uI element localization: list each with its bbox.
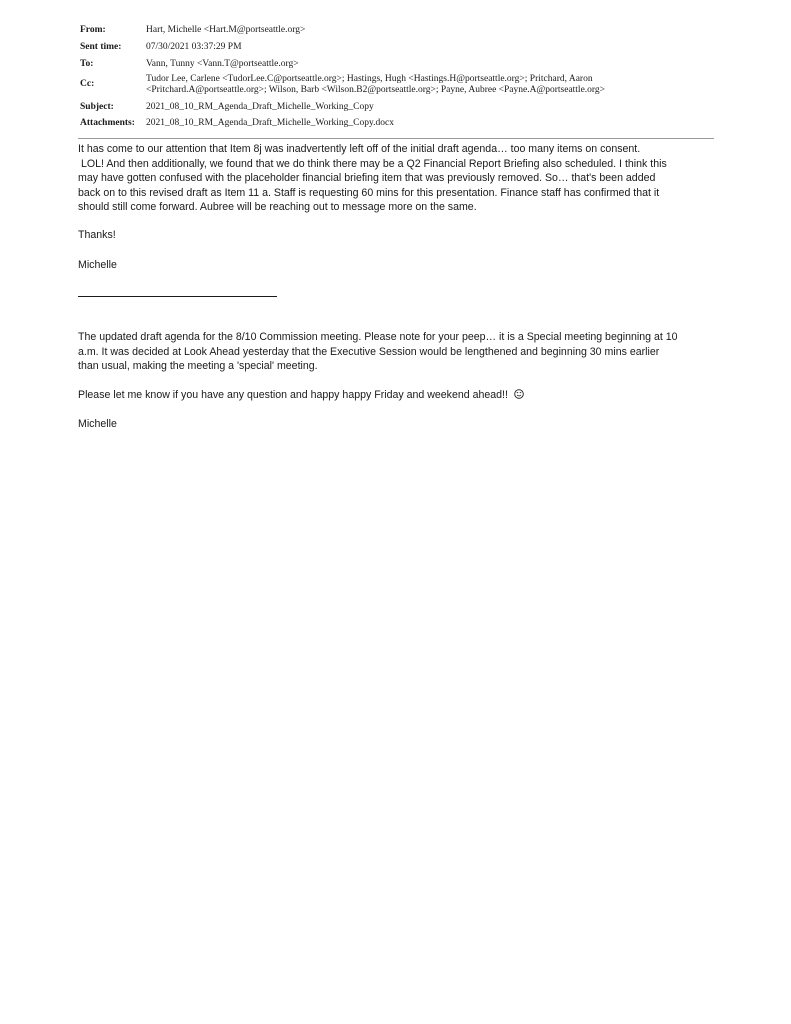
to-value: Vann, Tunny <Vann.T@portseattle.org> <box>146 59 299 69</box>
paragraph-1-line: LOL! And then additionally, we found that we do think there may be a Q2 Financial Report Briefing also scheduled. I think this <box>81 157 667 170</box>
paragraph-3 <box>78 388 718 403</box>
attachments-row <box>80 118 713 132</box>
subject-label: Subject: <box>80 102 114 112</box>
paragraph-1-line: may have gotten confused with the placeholder financial briefing item that was previously removed. So… that's been added <box>78 172 656 185</box>
sent-time-label: Sent time: <box>80 42 122 52</box>
sent-time-row <box>80 42 713 59</box>
sent-time-value: 07/30/2021 03:37:29 PM <box>146 42 242 52</box>
paragraph-1-line: back on to this revised draft as Item 11 a. Staff is requesting 60 mins for this presentation. Finance staff has confirmed that it <box>78 186 660 199</box>
paragraph-1-line: It has come to our attention that Item 8j was inadvertently left off of the initial draft agenda… too many items on consent. <box>78 143 641 155</box>
paragraph-1-line: should still come forward. Aubree will be reaching out to message more on the same. <box>78 201 477 214</box>
cc-line-1: Tudor Lee, Carlene <TudorLee.C@portseattle.org>; Hastings, Hugh <Hastings.H@portseattle.org>; Pritchard, Aaron <box>146 74 593 84</box>
from-label: From: <box>80 25 106 35</box>
paragraph-3-text: Please let me know if you have any question and happy happy Friday and weekend ahead!! <box>78 389 508 401</box>
signature-2: Michelle <box>78 418 117 430</box>
subject-row <box>80 102 713 118</box>
cc-line-2: <Pritchard.A@portseattle.org>; Wilson, Barb <Wilson.B2@portseattle.org>; Payne, Aubree <Payne.A@portseattle.org> <box>146 85 606 95</box>
cc-label: Cc: <box>80 79 95 89</box>
to-row <box>80 59 713 74</box>
cc-value <box>146 74 713 96</box>
winking-smiley-icon <box>514 389 524 399</box>
cc-row <box>80 74 713 102</box>
paragraph-2-line: a.m. It was decided at Look Ahead yesterday that the Executive Session would be lengthened and beginning 30 mins earlier <box>78 345 660 358</box>
email-header <box>80 25 713 132</box>
from-row <box>80 25 713 42</box>
subject-value: 2021_08_10_RM_Agenda_Draft_Michelle_Working_Copy <box>146 102 374 112</box>
paragraph-2 <box>78 330 718 374</box>
to-label: To: <box>80 59 94 69</box>
attachments-label: Attachments: <box>80 118 135 128</box>
paragraph-1 <box>78 142 718 215</box>
paragraph-2-line: The updated draft agenda for the 8/10 Commission meeting. Please note for your peep… it is a Special meeting beginning at 10 <box>78 331 678 343</box>
header-divider <box>78 138 714 139</box>
attachments-value[interactable]: 2021_08_10_RM_Agenda_Draft_Michelle_Working_Copy.docx <box>146 118 394 128</box>
paragraph-2-line: than usual, making the meeting a 'special' meeting. <box>78 360 318 373</box>
signature-separator <box>78 296 277 297</box>
from-value: Hart, Michelle <Hart.M@portseattle.org> <box>146 25 306 35</box>
signature-1: Michelle <box>78 259 117 271</box>
thanks-line: Thanks! <box>78 229 116 241</box>
